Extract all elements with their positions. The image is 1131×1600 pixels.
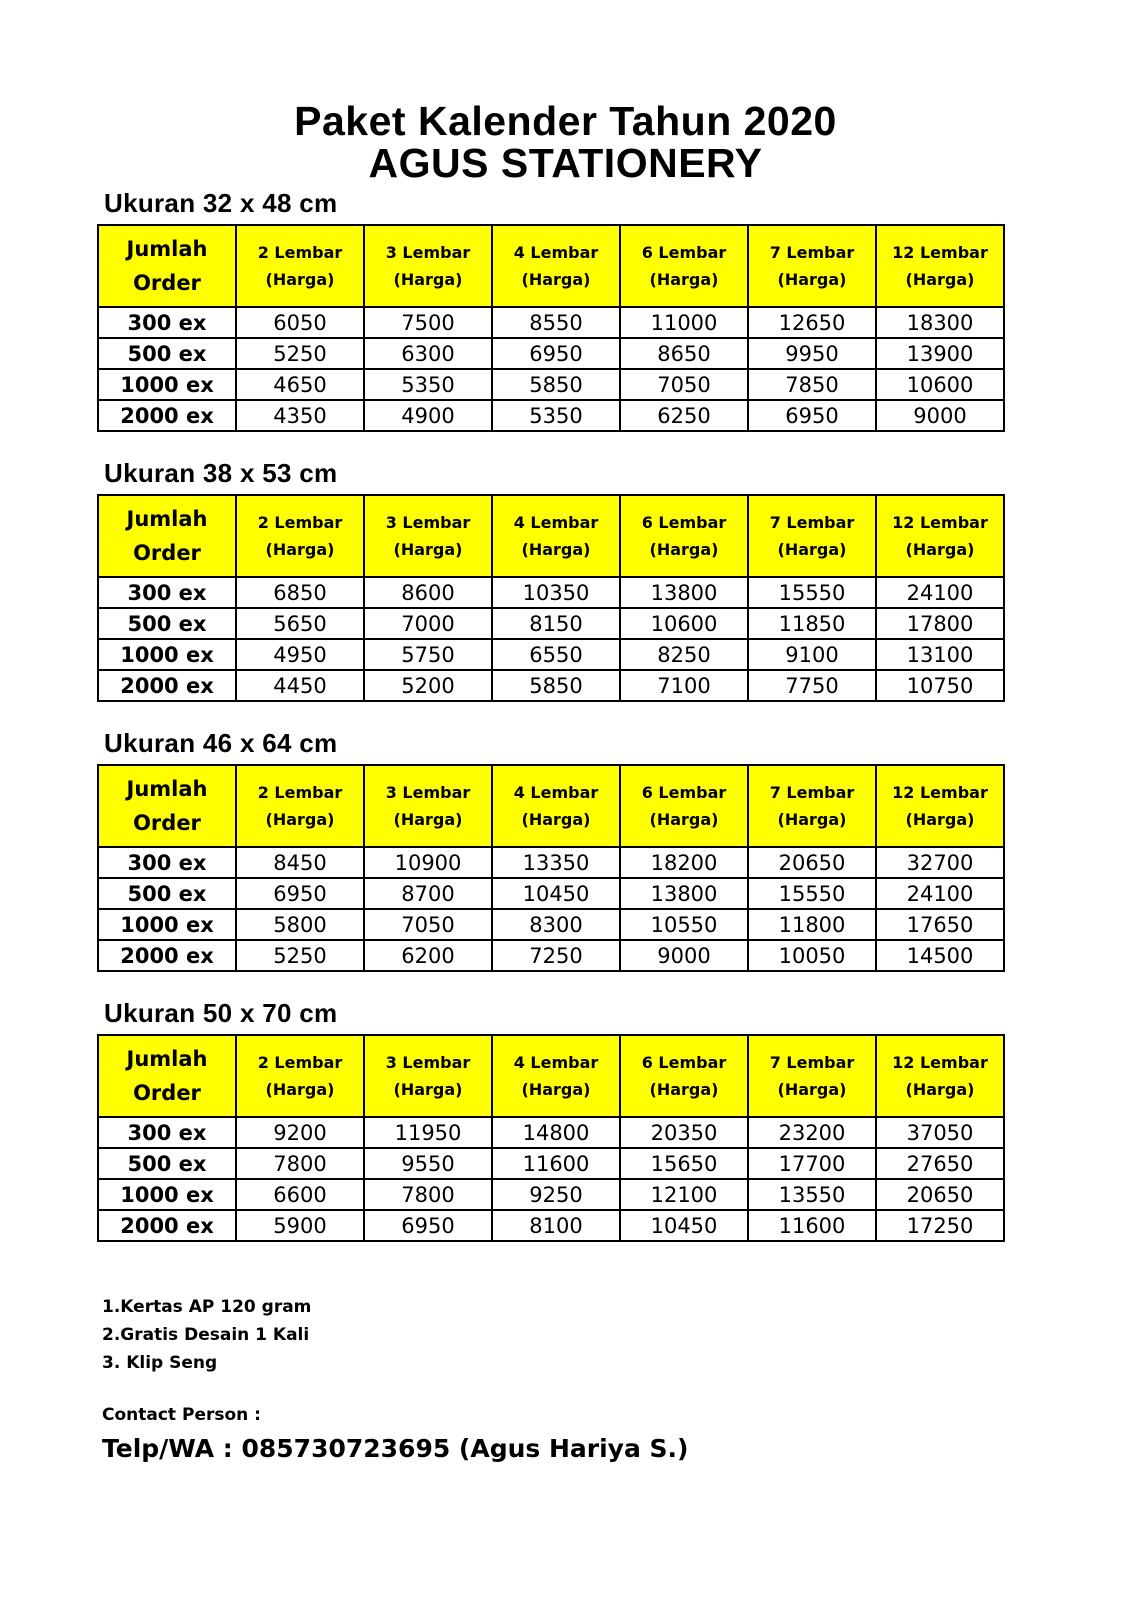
table-row <box>98 338 1004 369</box>
price-cell: 11800 <box>748 909 876 940</box>
order-quantity-cell: 500 ex <box>98 608 236 639</box>
header-column-sub: (Harga) <box>393 540 463 559</box>
price-cell: 7500 <box>364 307 492 338</box>
price-cell: 11600 <box>492 1148 620 1179</box>
price-cell: 5800 <box>236 909 364 940</box>
price-cell: 13100 <box>876 639 1004 670</box>
price-cell: 4450 <box>236 670 364 701</box>
price-cell: 10450 <box>492 878 620 909</box>
price-cell: 13350 <box>492 847 620 878</box>
header-column <box>876 1035 1004 1117</box>
price-cell: 15650 <box>620 1148 748 1179</box>
price-cell: 6600 <box>236 1179 364 1210</box>
price-cell: 10350 <box>492 577 620 608</box>
price-cell: 5850 <box>492 369 620 400</box>
header-column-sub: (Harga) <box>649 810 719 829</box>
price-cell: 12100 <box>620 1179 748 1210</box>
price-cell: 9000 <box>620 940 748 971</box>
table-header-row <box>98 765 1004 847</box>
price-cell: 7050 <box>620 369 748 400</box>
price-cell: 5250 <box>236 338 364 369</box>
price-cell: 7250 <box>492 940 620 971</box>
price-cell: 5850 <box>492 670 620 701</box>
table-row <box>98 577 1004 608</box>
price-cell: 10900 <box>364 847 492 878</box>
price-cell: 20650 <box>876 1179 1004 1210</box>
header-column-sub: (Harga) <box>265 1080 335 1099</box>
table-header-row <box>98 1035 1004 1117</box>
price-cell: 20350 <box>620 1117 748 1148</box>
order-quantity-cell: 1000 ex <box>98 1179 236 1210</box>
order-quantity-cell: 300 ex <box>98 307 236 338</box>
price-cell: 5250 <box>236 940 364 971</box>
header-column-name: 2 Lembar <box>257 1053 343 1072</box>
header-column-sub: (Harga) <box>265 540 335 559</box>
header-jumlah-order <box>98 1035 236 1117</box>
price-table <box>97 224 1005 432</box>
price-cell: 6550 <box>492 639 620 670</box>
header-column <box>236 495 364 577</box>
price-cell: 4900 <box>364 400 492 431</box>
header-column-name: 7 Lembar <box>769 783 855 802</box>
price-cell: 5900 <box>236 1210 364 1241</box>
table-row <box>98 670 1004 701</box>
price-cell: 13900 <box>876 338 1004 369</box>
table-row <box>98 307 1004 338</box>
price-cell: 7850 <box>748 369 876 400</box>
header-column-name: 7 Lembar <box>769 243 855 262</box>
price-cell: 6950 <box>748 400 876 431</box>
order-quantity-cell: 500 ex <box>98 338 236 369</box>
price-cell: 7750 <box>748 670 876 701</box>
price-cell: 14800 <box>492 1117 620 1148</box>
price-cell: 8600 <box>364 577 492 608</box>
table-row <box>98 1210 1004 1241</box>
price-cell: 17700 <box>748 1148 876 1179</box>
header-column-sub: (Harga) <box>521 270 591 289</box>
price-table <box>97 764 1005 972</box>
price-cell: 7050 <box>364 909 492 940</box>
price-cell: 5350 <box>364 369 492 400</box>
table-row <box>98 847 1004 878</box>
header-column-name: 6 Lembar <box>641 513 727 532</box>
price-cell: 6950 <box>364 1210 492 1241</box>
price-cell: 8450 <box>236 847 364 878</box>
header-column <box>364 225 492 307</box>
header-column-sub: (Harga) <box>521 810 591 829</box>
header-column-name: 6 Lembar <box>641 1053 727 1072</box>
order-quantity-cell: 2000 ex <box>98 940 236 971</box>
price-cell: 7800 <box>236 1148 364 1179</box>
order-quantity-cell: 300 ex <box>98 577 236 608</box>
header-column-sub: (Harga) <box>393 810 463 829</box>
header-order-text: Order <box>133 271 201 295</box>
price-cell: 9100 <box>748 639 876 670</box>
header-column-sub: (Harga) <box>649 1080 719 1099</box>
price-cell: 8700 <box>364 878 492 909</box>
order-quantity-cell: 2000 ex <box>98 1210 236 1241</box>
price-cell: 23200 <box>748 1117 876 1148</box>
header-column-sub: (Harga) <box>521 1080 591 1099</box>
price-cell: 9550 <box>364 1148 492 1179</box>
price-cell: 11950 <box>364 1117 492 1148</box>
price-cell: 5750 <box>364 639 492 670</box>
header-column <box>236 1035 364 1117</box>
price-cell: 6950 <box>236 878 364 909</box>
header-column <box>748 765 876 847</box>
table-row <box>98 639 1004 670</box>
price-cell: 17800 <box>876 608 1004 639</box>
header-column-sub: (Harga) <box>265 270 335 289</box>
header-column <box>364 765 492 847</box>
table-row <box>98 1179 1004 1210</box>
header-column <box>620 495 748 577</box>
header-column-sub: (Harga) <box>265 810 335 829</box>
price-cell: 10600 <box>876 369 1004 400</box>
header-jumlah-text: Jumlah <box>126 1047 208 1071</box>
header-column-sub: (Harga) <box>393 1080 463 1099</box>
header-column-name: 4 Lembar <box>513 783 599 802</box>
table-header-row <box>98 225 1004 307</box>
price-cell: 11000 <box>620 307 748 338</box>
header-column-sub: (Harga) <box>777 270 847 289</box>
order-quantity-cell: 1000 ex <box>98 639 236 670</box>
table-row <box>98 909 1004 940</box>
price-cell: 4350 <box>236 400 364 431</box>
order-quantity-cell: 300 ex <box>98 847 236 878</box>
price-cell: 24100 <box>876 878 1004 909</box>
section-size-label: Ukuran 32 x 48 cm <box>104 188 338 218</box>
table-row <box>98 608 1004 639</box>
price-cell: 7800 <box>364 1179 492 1210</box>
price-cell: 7000 <box>364 608 492 639</box>
price-cell: 32700 <box>876 847 1004 878</box>
price-cell: 9000 <box>876 400 1004 431</box>
table-row <box>98 1117 1004 1148</box>
table-row <box>98 940 1004 971</box>
price-cell: 15550 <box>748 878 876 909</box>
price-cell: 14500 <box>876 940 1004 971</box>
header-column-name: 3 Lembar <box>385 1053 471 1072</box>
header-column <box>492 495 620 577</box>
header-column <box>236 225 364 307</box>
page-title: Paket Kalender Tahun 2020 <box>294 98 837 144</box>
header-column <box>620 765 748 847</box>
price-cell: 10050 <box>748 940 876 971</box>
header-column-name: 7 Lembar <box>769 1053 855 1072</box>
header-column <box>364 1035 492 1117</box>
header-column <box>364 495 492 577</box>
header-jumlah-text: Jumlah <box>126 237 208 261</box>
header-column-sub: (Harga) <box>905 810 975 829</box>
section-size-label: Ukuran 50 x 70 cm <box>104 998 338 1028</box>
price-cell: 4950 <box>236 639 364 670</box>
table-row <box>98 400 1004 431</box>
price-cell: 24100 <box>876 577 1004 608</box>
header-column-name: 2 Lembar <box>257 243 343 262</box>
price-cell: 10750 <box>876 670 1004 701</box>
header-column <box>876 225 1004 307</box>
header-column <box>620 1035 748 1117</box>
header-jumlah-text: Jumlah <box>126 507 208 531</box>
price-table <box>97 494 1005 702</box>
order-quantity-cell: 2000 ex <box>98 670 236 701</box>
header-column-name: 3 Lembar <box>385 513 471 532</box>
price-cell: 8300 <box>492 909 620 940</box>
price-cell: 8100 <box>492 1210 620 1241</box>
header-jumlah-text: Jumlah <box>126 777 208 801</box>
contact-label: Contact Person : <box>102 1405 261 1425</box>
price-cell: 6200 <box>364 940 492 971</box>
header-column <box>492 1035 620 1117</box>
price-table <box>97 1034 1005 1242</box>
price-cell: 18200 <box>620 847 748 878</box>
price-cell: 10450 <box>620 1210 748 1241</box>
header-column <box>492 765 620 847</box>
price-cell: 15550 <box>748 577 876 608</box>
price-cell: 11600 <box>748 1210 876 1241</box>
header-jumlah-order <box>98 765 236 847</box>
header-column-name: 12 Lembar <box>892 243 988 262</box>
price-cell: 18300 <box>876 307 1004 338</box>
header-order-text: Order <box>133 811 201 835</box>
header-column <box>620 225 748 307</box>
header-column <box>492 225 620 307</box>
header-order-text: Order <box>133 1081 201 1105</box>
price-cell: 9200 <box>236 1117 364 1148</box>
note-item: 1.Kertas AP 120 gram <box>102 1297 312 1317</box>
page-subtitle: AGUS STATIONERY <box>368 140 763 186</box>
header-column-name: 4 Lembar <box>513 1053 599 1072</box>
header-column-name: 3 Lembar <box>385 783 471 802</box>
header-column-sub: (Harga) <box>649 540 719 559</box>
header-column-name: 12 Lembar <box>892 783 988 802</box>
section-size-label: Ukuran 38 x 53 cm <box>104 458 338 488</box>
price-cell: 4650 <box>236 369 364 400</box>
header-column-name: 12 Lembar <box>892 513 988 532</box>
order-quantity-cell: 1000 ex <box>98 369 236 400</box>
header-column-name: 4 Lembar <box>513 513 599 532</box>
price-cell: 9950 <box>748 338 876 369</box>
header-jumlah-order <box>98 495 236 577</box>
header-column-name: 4 Lembar <box>513 243 599 262</box>
header-column-sub: (Harga) <box>905 1080 975 1099</box>
price-cell: 17650 <box>876 909 1004 940</box>
contact-phone: Telp/WA : 085730723695 (Agus Hariya S.) <box>102 1434 689 1463</box>
header-column-sub: (Harga) <box>649 270 719 289</box>
header-column <box>748 1035 876 1117</box>
price-cell: 13800 <box>620 577 748 608</box>
header-column-name: 6 Lembar <box>641 243 727 262</box>
header-column <box>876 495 1004 577</box>
price-cell: 10600 <box>620 608 748 639</box>
notes-list <box>102 1293 311 1377</box>
order-quantity-cell: 1000 ex <box>98 909 236 940</box>
table-row <box>98 1148 1004 1179</box>
order-quantity-cell: 500 ex <box>98 1148 236 1179</box>
price-cell: 5350 <box>492 400 620 431</box>
price-cell: 8150 <box>492 608 620 639</box>
price-cell: 9250 <box>492 1179 620 1210</box>
price-cell: 20650 <box>748 847 876 878</box>
price-cell: 11850 <box>748 608 876 639</box>
price-cell: 5200 <box>364 670 492 701</box>
price-cell: 17250 <box>876 1210 1004 1241</box>
header-column-name: 2 Lembar <box>257 783 343 802</box>
section-size-label: Ukuran 46 x 64 cm <box>104 728 338 758</box>
header-column-name: 7 Lembar <box>769 513 855 532</box>
price-cell: 6300 <box>364 338 492 369</box>
price-cell: 7100 <box>620 670 748 701</box>
price-cell: 12650 <box>748 307 876 338</box>
note-item: 2.Gratis Desain 1 Kali <box>102 1325 310 1345</box>
header-column-name: 2 Lembar <box>257 513 343 532</box>
header-column <box>236 765 364 847</box>
header-column-sub: (Harga) <box>905 540 975 559</box>
price-cell: 13550 <box>748 1179 876 1210</box>
header-column-name: 12 Lembar <box>892 1053 988 1072</box>
price-cell: 6850 <box>236 577 364 608</box>
header-column-sub: (Harga) <box>393 270 463 289</box>
table-header-row <box>98 495 1004 577</box>
price-cell: 5650 <box>236 608 364 639</box>
header-column-sub: (Harga) <box>777 1080 847 1099</box>
note-item: 3. Klip Seng <box>102 1353 218 1373</box>
price-cell: 37050 <box>876 1117 1004 1148</box>
header-order-text: Order <box>133 541 201 565</box>
header-column-sub: (Harga) <box>777 810 847 829</box>
price-cell: 6250 <box>620 400 748 431</box>
header-column-sub: (Harga) <box>777 540 847 559</box>
order-quantity-cell: 500 ex <box>98 878 236 909</box>
price-cell: 8250 <box>620 639 748 670</box>
price-cell: 10550 <box>620 909 748 940</box>
table-row <box>98 878 1004 909</box>
header-column-name: 3 Lembar <box>385 243 471 262</box>
price-cell: 6950 <box>492 338 620 369</box>
price-cell: 6050 <box>236 307 364 338</box>
price-cell: 8550 <box>492 307 620 338</box>
order-quantity-cell: 300 ex <box>98 1117 236 1148</box>
header-column-sub: (Harga) <box>521 540 591 559</box>
table-row <box>98 369 1004 400</box>
header-column-sub: (Harga) <box>905 270 975 289</box>
header-column <box>876 765 1004 847</box>
order-quantity-cell: 2000 ex <box>98 400 236 431</box>
header-jumlah-order <box>98 225 236 307</box>
header-column <box>748 225 876 307</box>
price-cell: 13800 <box>620 878 748 909</box>
header-column <box>748 495 876 577</box>
price-cell: 8650 <box>620 338 748 369</box>
header-column-name: 6 Lembar <box>641 783 727 802</box>
price-cell: 27650 <box>876 1148 1004 1179</box>
